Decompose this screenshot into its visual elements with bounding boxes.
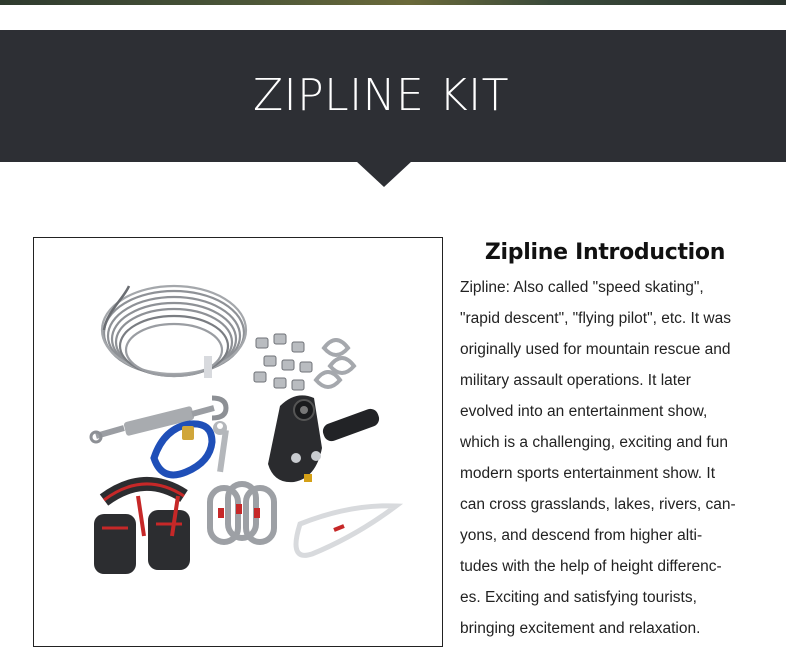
zipline-kit-product-photo <box>34 238 444 648</box>
intro-line: es. Exciting and satisfying tourists, <box>460 589 697 606</box>
intro-line: military assault operations. It later <box>460 372 691 389</box>
product-image-frame <box>33 237 443 647</box>
blue-carabiner <box>154 424 212 475</box>
intro-line: bringing excitement and relaxation. <box>460 620 701 637</box>
thimbles <box>316 340 354 387</box>
banner-notch <box>356 161 412 187</box>
top-photo-strip <box>0 0 786 5</box>
intro-line: tudes with the help of height differenc- <box>460 558 722 575</box>
intro-line: which is a challenging, exciting and fun <box>460 434 728 451</box>
page-title: ZIPLINE KIT <box>252 70 510 121</box>
intro-line: evolved into an entertainment show, <box>460 403 708 420</box>
intro-line: originally used for mountain rescue and <box>460 341 731 358</box>
wire-rope-clips <box>254 334 312 390</box>
intro-paragraph <box>460 275 760 647</box>
cable-tie <box>204 356 212 378</box>
zipline-trolley <box>268 395 381 482</box>
climbing-harness <box>94 484 190 574</box>
turnbuckle <box>91 398 226 442</box>
steel-cable-coil <box>102 286 246 376</box>
intro-line: can cross grasslands, lakes, rivers, can- <box>460 496 736 513</box>
sling <box>296 506 396 556</box>
intro-line: modern sports entertainment show. It <box>460 465 716 482</box>
intro-line: yons, and descend from higher alti- <box>460 527 703 544</box>
intro-line: "rapid descent", "flying pilot", etc. It was <box>460 310 731 327</box>
intro-heading: Zipline Introduction <box>484 240 726 265</box>
intro-line: Zipline: Also called "speed skating", <box>460 279 704 296</box>
wrench <box>213 421 229 472</box>
